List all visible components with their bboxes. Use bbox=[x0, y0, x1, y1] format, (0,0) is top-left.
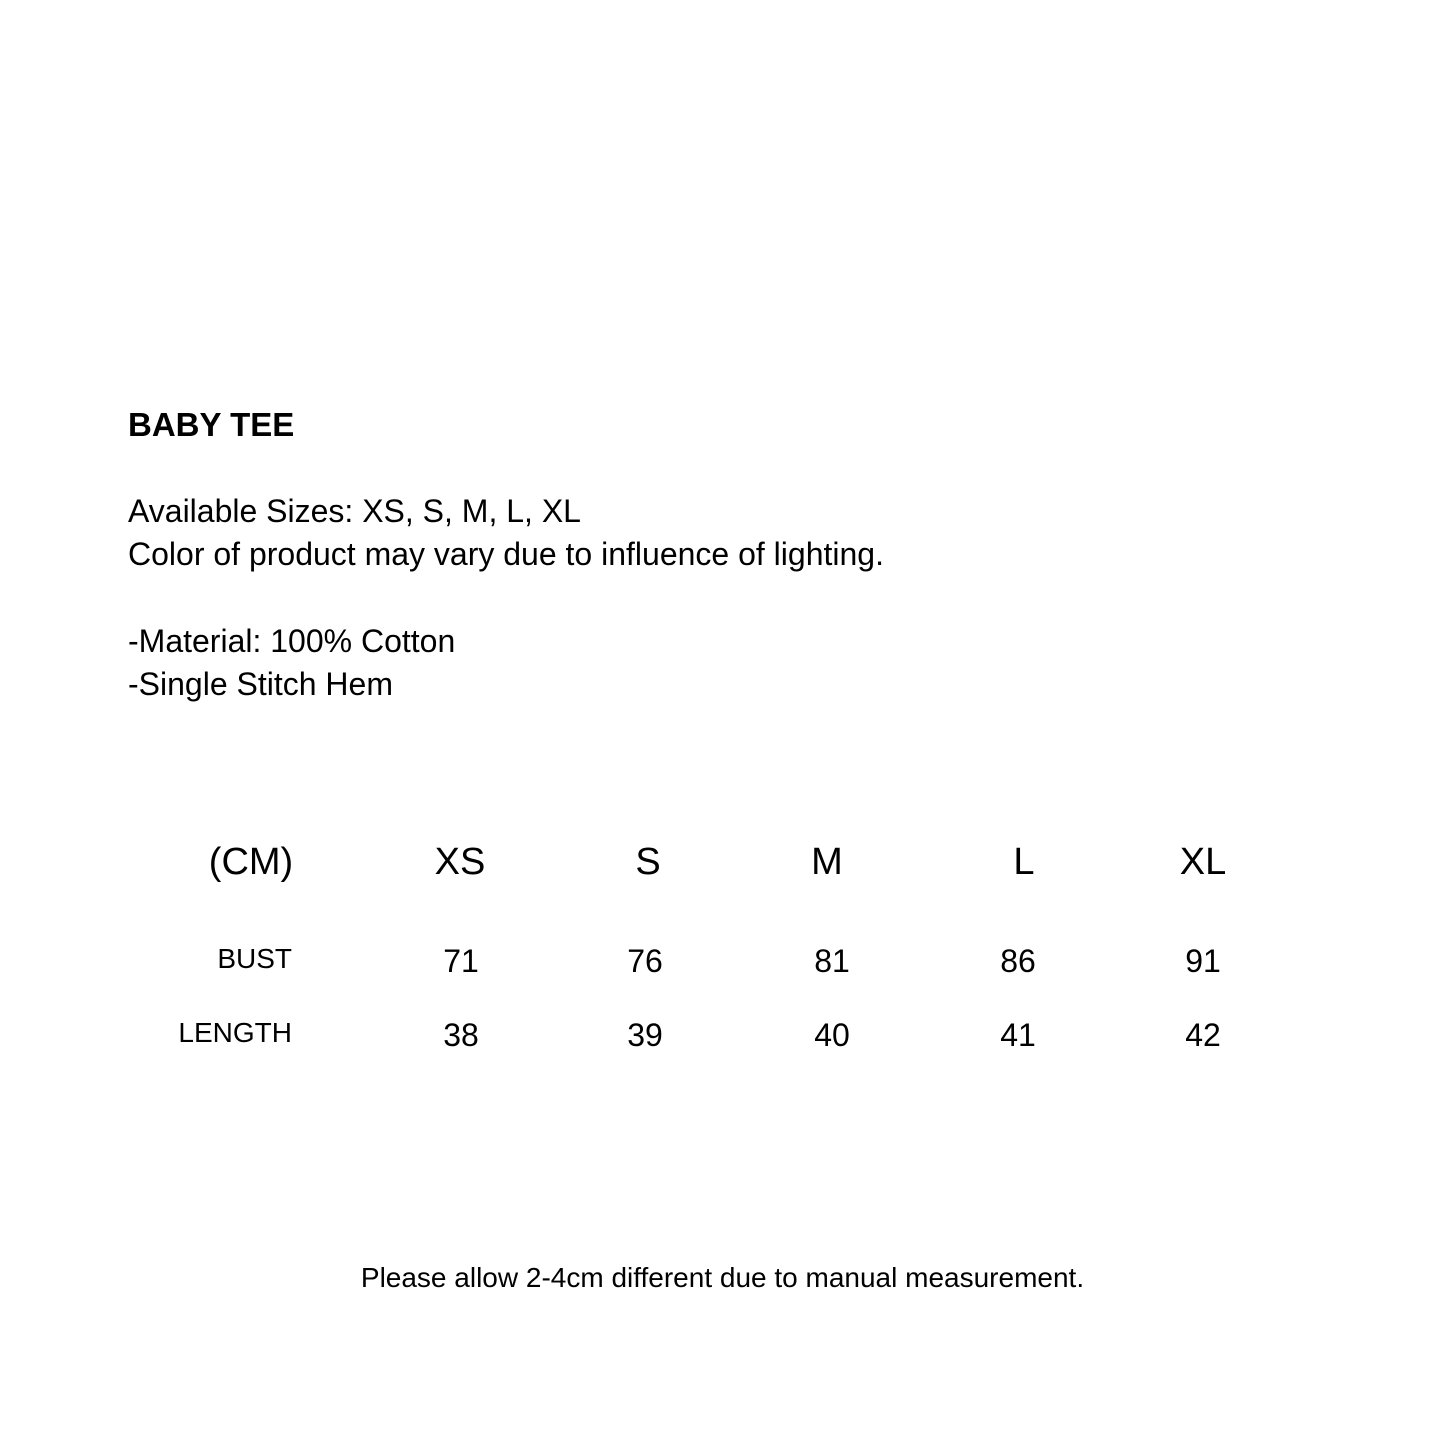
size-header-l: L bbox=[1013, 841, 1035, 883]
length-l: 41 bbox=[1000, 1017, 1036, 1053]
size-header-s: S bbox=[635, 841, 661, 883]
size-header-xs: XS bbox=[434, 841, 486, 883]
color-disclaimer-text: Color of product may vary due to influence of lighting. bbox=[128, 536, 884, 572]
row-label-length: LENGTH bbox=[178, 1017, 292, 1048]
unit-label: (CM) bbox=[208, 841, 294, 883]
bust-xl: 91 bbox=[1185, 943, 1221, 979]
length-s: 39 bbox=[627, 1017, 663, 1053]
product-title: BABY TEE bbox=[128, 406, 295, 443]
row-label-bust: BUST bbox=[217, 943, 292, 974]
bust-l: 86 bbox=[1000, 943, 1036, 979]
size-header-m: M bbox=[811, 841, 843, 883]
bust-s: 76 bbox=[627, 943, 663, 979]
length-xl: 42 bbox=[1185, 1017, 1221, 1053]
hem-text: -Single Stitch Hem bbox=[128, 666, 393, 702]
material-text: -Material: 100% Cotton bbox=[128, 623, 456, 659]
bust-xs: 71 bbox=[443, 943, 479, 979]
measurement-note: Please allow 2-4cm different due to manual measurement. bbox=[360, 1262, 1085, 1293]
size-header-xl: XL bbox=[1179, 841, 1227, 883]
bust-m: 81 bbox=[814, 943, 850, 979]
length-xs: 38 bbox=[443, 1017, 479, 1053]
length-m: 40 bbox=[814, 1017, 850, 1053]
available-sizes-text: Available Sizes: XS, S, M, L, XL bbox=[128, 493, 581, 529]
